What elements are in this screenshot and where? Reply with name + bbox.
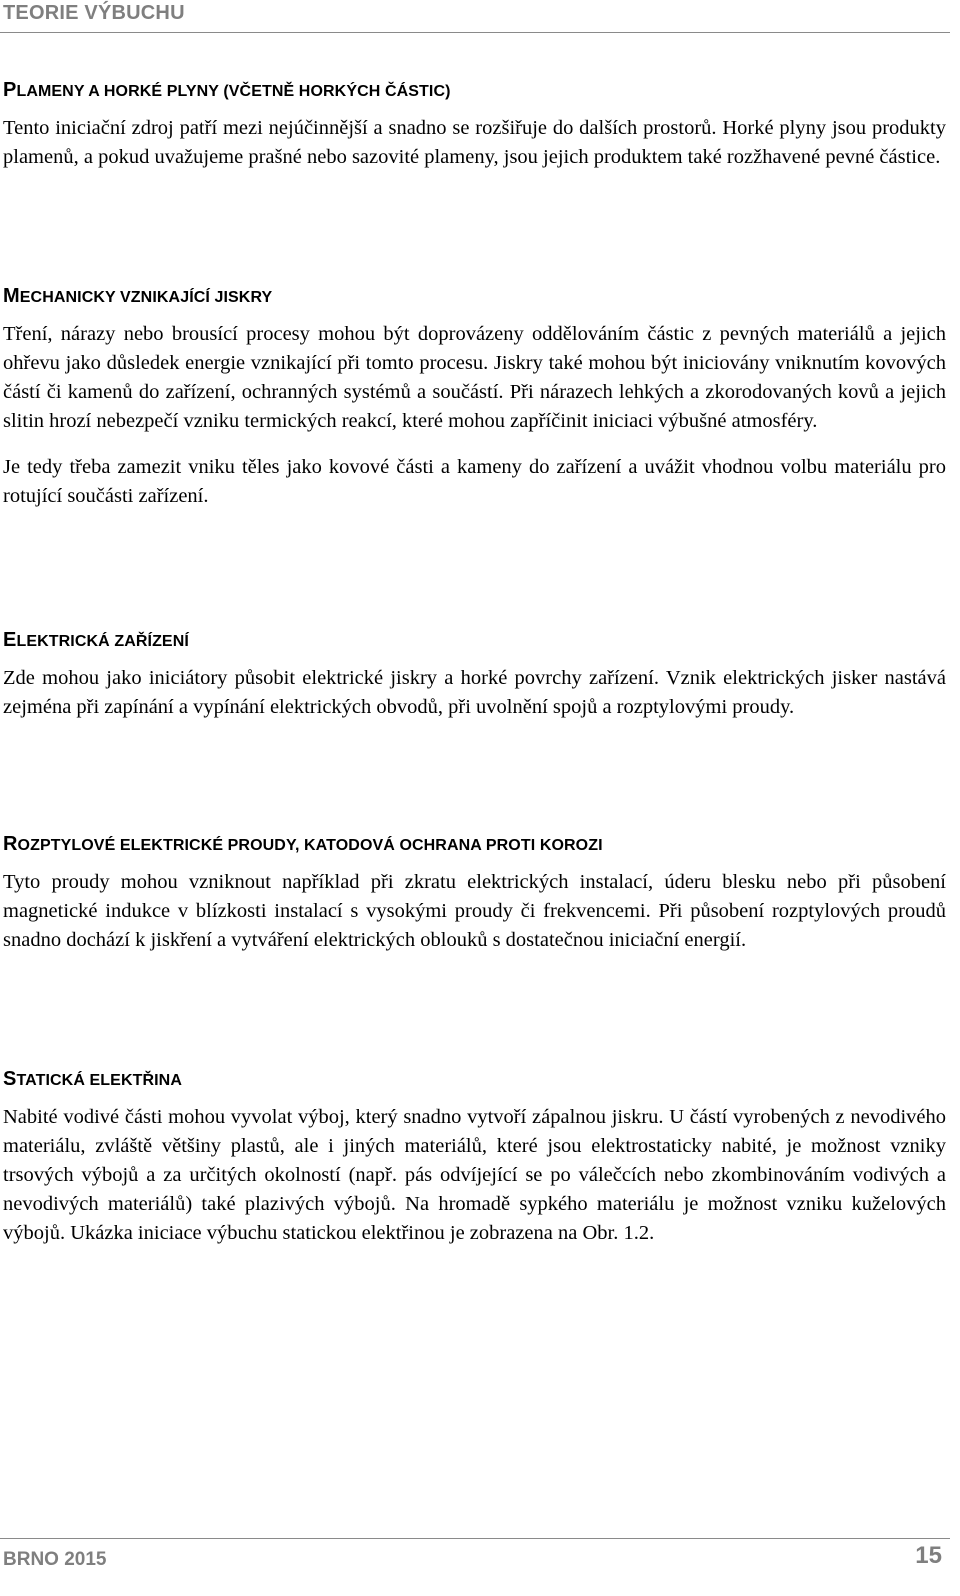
section-flames-hot-gases	[3, 80, 946, 189]
paragraph: Nabité vodivé části mohou vyvolat výboj, který snadno vytvoří zápalnou jiskru. U částí vyrobených z nevodivého materiálu, zvláště většiny plastů, ale i jiných materiálů, které jsou elektrostaticky nabité, je možnost vzniky trsových výbojů a za určitých okolností (např. pás odvíjející se po válečcích nebo zkombinováním vodivých a nevodivých materiálů) také plazivých výbojů. Na hromadě sypkého materiálu je možnost vzniku kuželových výbojů. Ukázka iniciace výbuchu statickou elektřinou je zobrazena na Obr. 1.2.	[3, 1106, 946, 1244]
section-static-electricity	[3, 1069, 946, 1265]
paragraph: Je tedy třeba zamezit vniku těles jako kovové části a kameny do zařízení a uvážit vhodnou volbu materiálu pro rotující součásti zařízení.	[3, 456, 946, 507]
paragraph: Tření, nárazy nebo brousící procesy mohou být doprovázeny oddělováním částic z pevných materiálů a jejich ohřevu jako důsledek energie vznikající při tomto procesu. Jiskry také mohou být iniciovány vniknutím kovových částí či kamenů do zařízení, ochranných systémů a součástí. Při nárazech lehkých a zkorodovaných kovů a jejich slitin hrozí nebezpečí vzniku termických reakcí, které mohou zapříčinit iniciaci výbušné atmosféry.	[3, 323, 946, 432]
header-divider	[0, 32, 950, 33]
section-heading: MECHANICKY VZNIKAJÍCÍ JISKRY	[3, 285, 273, 307]
footer-city-year: BRNO 2015	[3, 1549, 107, 1570]
section-heading: ROZPTYLOVÉ ELEKTRICKÉ PROUDY, KATODOVÁ OCHRANA PROTI KOROZI	[3, 833, 603, 855]
paragraph: Tento iniciační zdroj patří mezi nejúčinnější a snadno se rozšiřuje do dalších prostorů. Horké plyny jsou produkty plamenů, a pokud uvažujeme prašné nebo sazovité plameny, jsou jejich produktem také rozžhavené pevné částice.	[3, 117, 946, 168]
paragraph: Zde mohou jako iniciátory působit elektrické jiskry a horké povrchy zařízení. Vznik elektrických jisker nastává zejména při zapínání a vypínání elektrických obvodů, při uvolnění spojů a rozptylovými proudy.	[3, 667, 946, 718]
paragraph: Tyto proudy mohou vzniknout například při zkratu elektrických instalací, úderu blesku nebo při působení magnetické indukce v blízkosti instalací s vysokými proudy či frekvencemi. Při působení rozptylových proudů snadno dochází k jiskření a vytváření elektrických oblouků s dostatečnou iniciační energií.	[3, 871, 946, 951]
section-stray-currents	[3, 834, 946, 972]
section-heading: ELEKTRICKÁ ZAŘÍZENÍ	[3, 629, 189, 651]
section-mechanical-sparks	[3, 286, 946, 528]
section-heading: STATICKÁ ELEKTŘINA	[3, 1068, 182, 1090]
page-number: 15	[915, 1542, 942, 1569]
footer-divider	[0, 1538, 950, 1539]
running-header	[0, 0, 960, 34]
section-electrical-equipment	[3, 630, 946, 739]
header-title: TEORIE VÝBUCHU	[3, 2, 185, 24]
running-footer	[0, 1538, 960, 1596]
section-heading: PLAMENY A HORKÉ PLYNY (VČETNĚ HORKÝCH ČÁSTIC)	[3, 79, 451, 101]
